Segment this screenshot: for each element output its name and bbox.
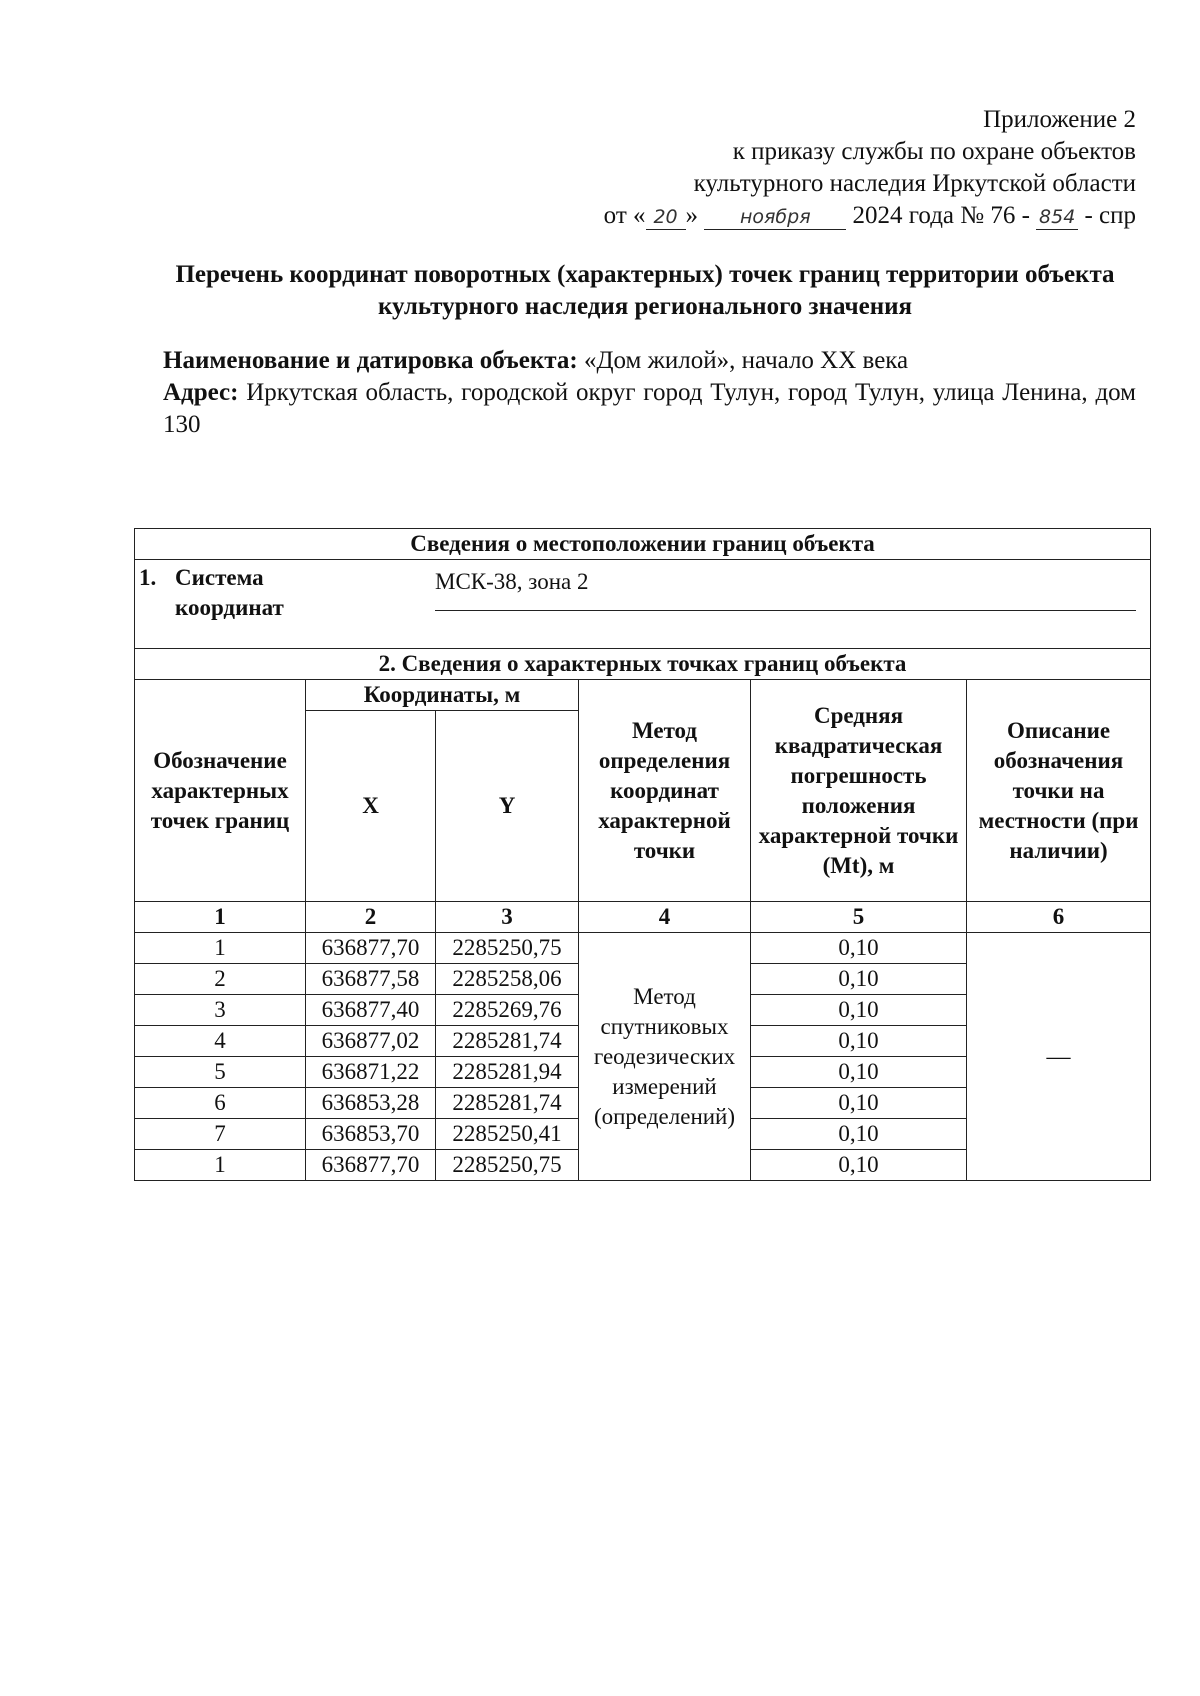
header-method: Метод определения координат характерной точки xyxy=(579,680,751,902)
coord-y: 2285258,06 xyxy=(436,964,579,995)
header-error: Средняя квадратическая погрешность положения характерной точки (Mt), м xyxy=(751,680,967,902)
handwritten-month: ноября xyxy=(704,205,846,230)
header-x: X xyxy=(306,711,436,902)
coordinate-system-label xyxy=(175,563,284,623)
coord-y: 2285250,41 xyxy=(436,1119,579,1150)
coord-y: 2285281,94 xyxy=(436,1057,579,1088)
error-value: 0,10 xyxy=(751,995,967,1026)
object-address-label: Адрес: xyxy=(163,379,239,406)
column-number-2: 2 xyxy=(306,902,436,933)
header-point-designation: Обозначение характерных точек границ xyxy=(135,680,306,902)
coord-y: 2285281,74 xyxy=(436,1026,579,1057)
object-name-label: Наименование и датировка объекта: xyxy=(163,347,578,374)
point-id: 7 xyxy=(135,1119,306,1150)
coord-x: 636853,70 xyxy=(306,1119,436,1150)
coordinate-system-underline xyxy=(435,569,1136,611)
error-value: 0,10 xyxy=(751,1057,967,1088)
error-value: 0,10 xyxy=(751,964,967,995)
object-info xyxy=(163,345,1136,441)
header-y: Y xyxy=(436,711,579,902)
date-year: 2024 года № 76 - xyxy=(852,202,1030,229)
point-id: 1 xyxy=(135,1150,306,1181)
location-section-title: Сведения о местоположении границ объекта xyxy=(135,529,1151,560)
header-description: Описание обозначения точки на местности (при наличии) xyxy=(967,680,1151,902)
description-value: — xyxy=(967,933,1151,1181)
table-row xyxy=(135,933,1151,964)
handwritten-day: 20 xyxy=(646,205,686,230)
error-value: 0,10 xyxy=(751,1026,967,1057)
error-value: 0,10 xyxy=(751,1119,967,1150)
column-number-6: 6 xyxy=(967,902,1151,933)
column-number-3: 3 xyxy=(436,902,579,933)
point-id: 1 xyxy=(135,933,306,964)
error-value: 0,10 xyxy=(751,933,967,964)
error-value: 0,10 xyxy=(751,1088,967,1119)
object-address-line xyxy=(163,377,1136,441)
coordinate-system-label-line-1: Система xyxy=(175,565,264,590)
points-section-title: 2. Сведения о характерных точках границ объекта xyxy=(135,649,1151,680)
document-title: Перечень координат поворотных (характерных) точек границ территории объекта культурного наследия регионального значения xyxy=(175,261,1115,320)
date-separator: » xyxy=(685,202,699,229)
coord-x: 636877,70 xyxy=(306,933,436,964)
point-id: 2 xyxy=(135,964,306,995)
coord-y: 2285250,75 xyxy=(436,1150,579,1181)
object-name-line xyxy=(163,345,1136,377)
coord-x: 636877,70 xyxy=(306,1150,436,1181)
appendix-date-line xyxy=(604,200,1136,232)
handwritten-order-number: 854 xyxy=(1036,205,1078,230)
appendix-line-3: культурного наследия Иркутской области xyxy=(693,170,1136,197)
coord-x: 636877,58 xyxy=(306,964,436,995)
coord-x: 636877,40 xyxy=(306,995,436,1026)
coord-x: 636877,02 xyxy=(306,1026,436,1057)
appendix-line-2: к приказу службы по охране объектов xyxy=(732,138,1136,165)
appendix-header xyxy=(604,104,1136,232)
object-name-value: «Дом жилой», начало XX века xyxy=(583,347,909,374)
coord-y: 2285250,75 xyxy=(436,933,579,964)
column-number-5: 5 xyxy=(751,902,967,933)
boundary-coordinates-table xyxy=(134,528,1151,1181)
coord-x: 636853,28 xyxy=(306,1088,436,1119)
point-id: 6 xyxy=(135,1088,306,1119)
coordinate-system-cell xyxy=(135,560,1151,649)
header-coordinates: Координаты, м xyxy=(306,680,579,711)
column-number-1: 1 xyxy=(135,902,306,933)
column-number-4: 4 xyxy=(579,902,751,933)
object-address-value: Иркутская область, городской округ город Тулун, город Тулун, улица Ленина, дом 130 xyxy=(163,379,1137,438)
appendix-line-1: Приложение 2 xyxy=(983,106,1136,133)
coord-x: 636871,22 xyxy=(306,1057,436,1088)
coordinate-system-label-line-2: координат xyxy=(175,595,284,620)
coord-y: 2285269,76 xyxy=(436,995,579,1026)
coordinate-system-value: МСК-38, зона 2 xyxy=(435,569,589,594)
point-id: 4 xyxy=(135,1026,306,1057)
date-prefix: от « xyxy=(603,202,646,229)
method-value: Метод спутниковых геодезических измерений (определений) xyxy=(579,933,751,1181)
coord-y: 2285281,74 xyxy=(436,1088,579,1119)
error-value: 0,10 xyxy=(751,1150,967,1181)
coordinate-system-number: 1. xyxy=(139,565,157,590)
point-id: 5 xyxy=(135,1057,306,1088)
point-id: 3 xyxy=(135,995,306,1026)
order-suffix: - спр xyxy=(1084,202,1136,229)
